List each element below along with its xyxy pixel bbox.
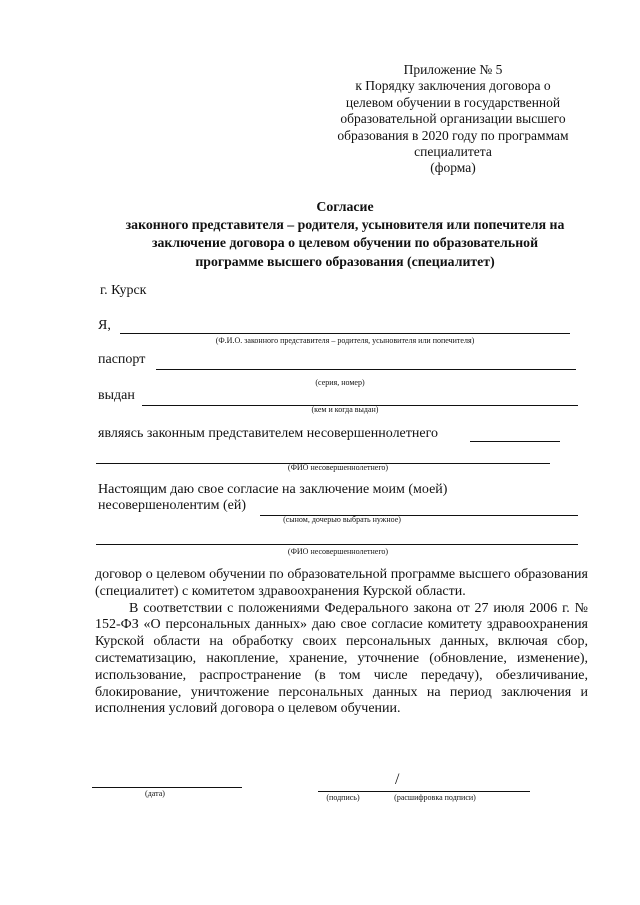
representative-name-field[interactable] bbox=[120, 333, 570, 334]
body-paragraph: договор о целевом обучении по образовательной программе высшего образования (специалитет) с комитетом здравоохранения Курской области. bbox=[95, 567, 588, 599]
title-line: законного представителя – родителя, усыновителя или попечителя на bbox=[125, 217, 565, 233]
title-line: Согласие bbox=[316, 199, 374, 214]
date-field[interactable] bbox=[92, 787, 242, 788]
consent-line-2: несовершенолентим (ей) bbox=[98, 498, 247, 513]
header-line: образования в 2020 году по программам bbox=[337, 127, 569, 143]
header-line: специалитета bbox=[414, 144, 492, 160]
header-line: образовательной организации высшего bbox=[340, 111, 566, 127]
header-line: (форма) bbox=[430, 160, 476, 176]
passport-field[interactable] bbox=[156, 369, 576, 370]
issued-caption: (кем и когда выдан) bbox=[311, 405, 379, 414]
relation-caption: (сыном, дочерью выбрать нужное) bbox=[283, 515, 401, 524]
body-paragraph: В соответствии с положениями Федерального закона от 27 июля 2006 г. № 152-ФЗ «О персональных данных» даю свое согласие комитету здравоохранения Курской области на обработку своих персональных данных, включая сбор, систематизацию, накопление, хранение, уточнение (обновление, изменение), использование, распространение (в том числе передачу), обезличивание, блокирование, уничтожение персональных данных на период заключения и исполнения условий договора о целевом обучении. bbox=[95, 600, 588, 717]
title-line: заключение договора о целевом обучении по образовательной bbox=[151, 235, 539, 251]
signature-caption: (подпись) bbox=[326, 793, 360, 802]
minor-name-field-2[interactable] bbox=[96, 544, 578, 545]
minor-name-field-start[interactable] bbox=[470, 441, 560, 442]
appendix-header bbox=[318, 62, 588, 177]
consent-body bbox=[95, 567, 588, 718]
minor-name-caption: (ФИО несовершеннолетнего) bbox=[287, 463, 389, 472]
title-line: программе высшего образования (специалитет) bbox=[195, 253, 495, 269]
issued-label: выдан bbox=[98, 388, 135, 403]
minor-name-caption-2: (ФИО несовершеннолетнего) bbox=[287, 547, 389, 556]
consent-line-1: Настоящим даю свое согласие на заключение моим (моей) bbox=[98, 482, 448, 497]
representative-statement: являясь законным представителем несовершеннолетнего bbox=[98, 426, 438, 441]
signature-field[interactable] bbox=[318, 791, 530, 792]
header-line: к Порядку заключения договора о bbox=[355, 78, 551, 94]
document-title bbox=[80, 198, 610, 271]
header-line: Приложение № 5 bbox=[403, 62, 503, 77]
header-line: целевом обучении в государственной bbox=[345, 94, 561, 110]
passport-label: паспорт bbox=[98, 352, 146, 367]
city-label: г. Курск bbox=[100, 283, 147, 298]
signature-separator: / bbox=[395, 771, 400, 788]
ya-label: Я, bbox=[98, 318, 111, 333]
signature-decode-caption: (расшифровка подписи) bbox=[394, 793, 476, 802]
date-caption: (дата) bbox=[145, 789, 165, 798]
representative-name-caption: (Ф.И.О. законного представителя – родителя, усыновителя или попечителя) bbox=[215, 336, 475, 345]
passport-caption: (серия, номер) bbox=[315, 378, 365, 387]
